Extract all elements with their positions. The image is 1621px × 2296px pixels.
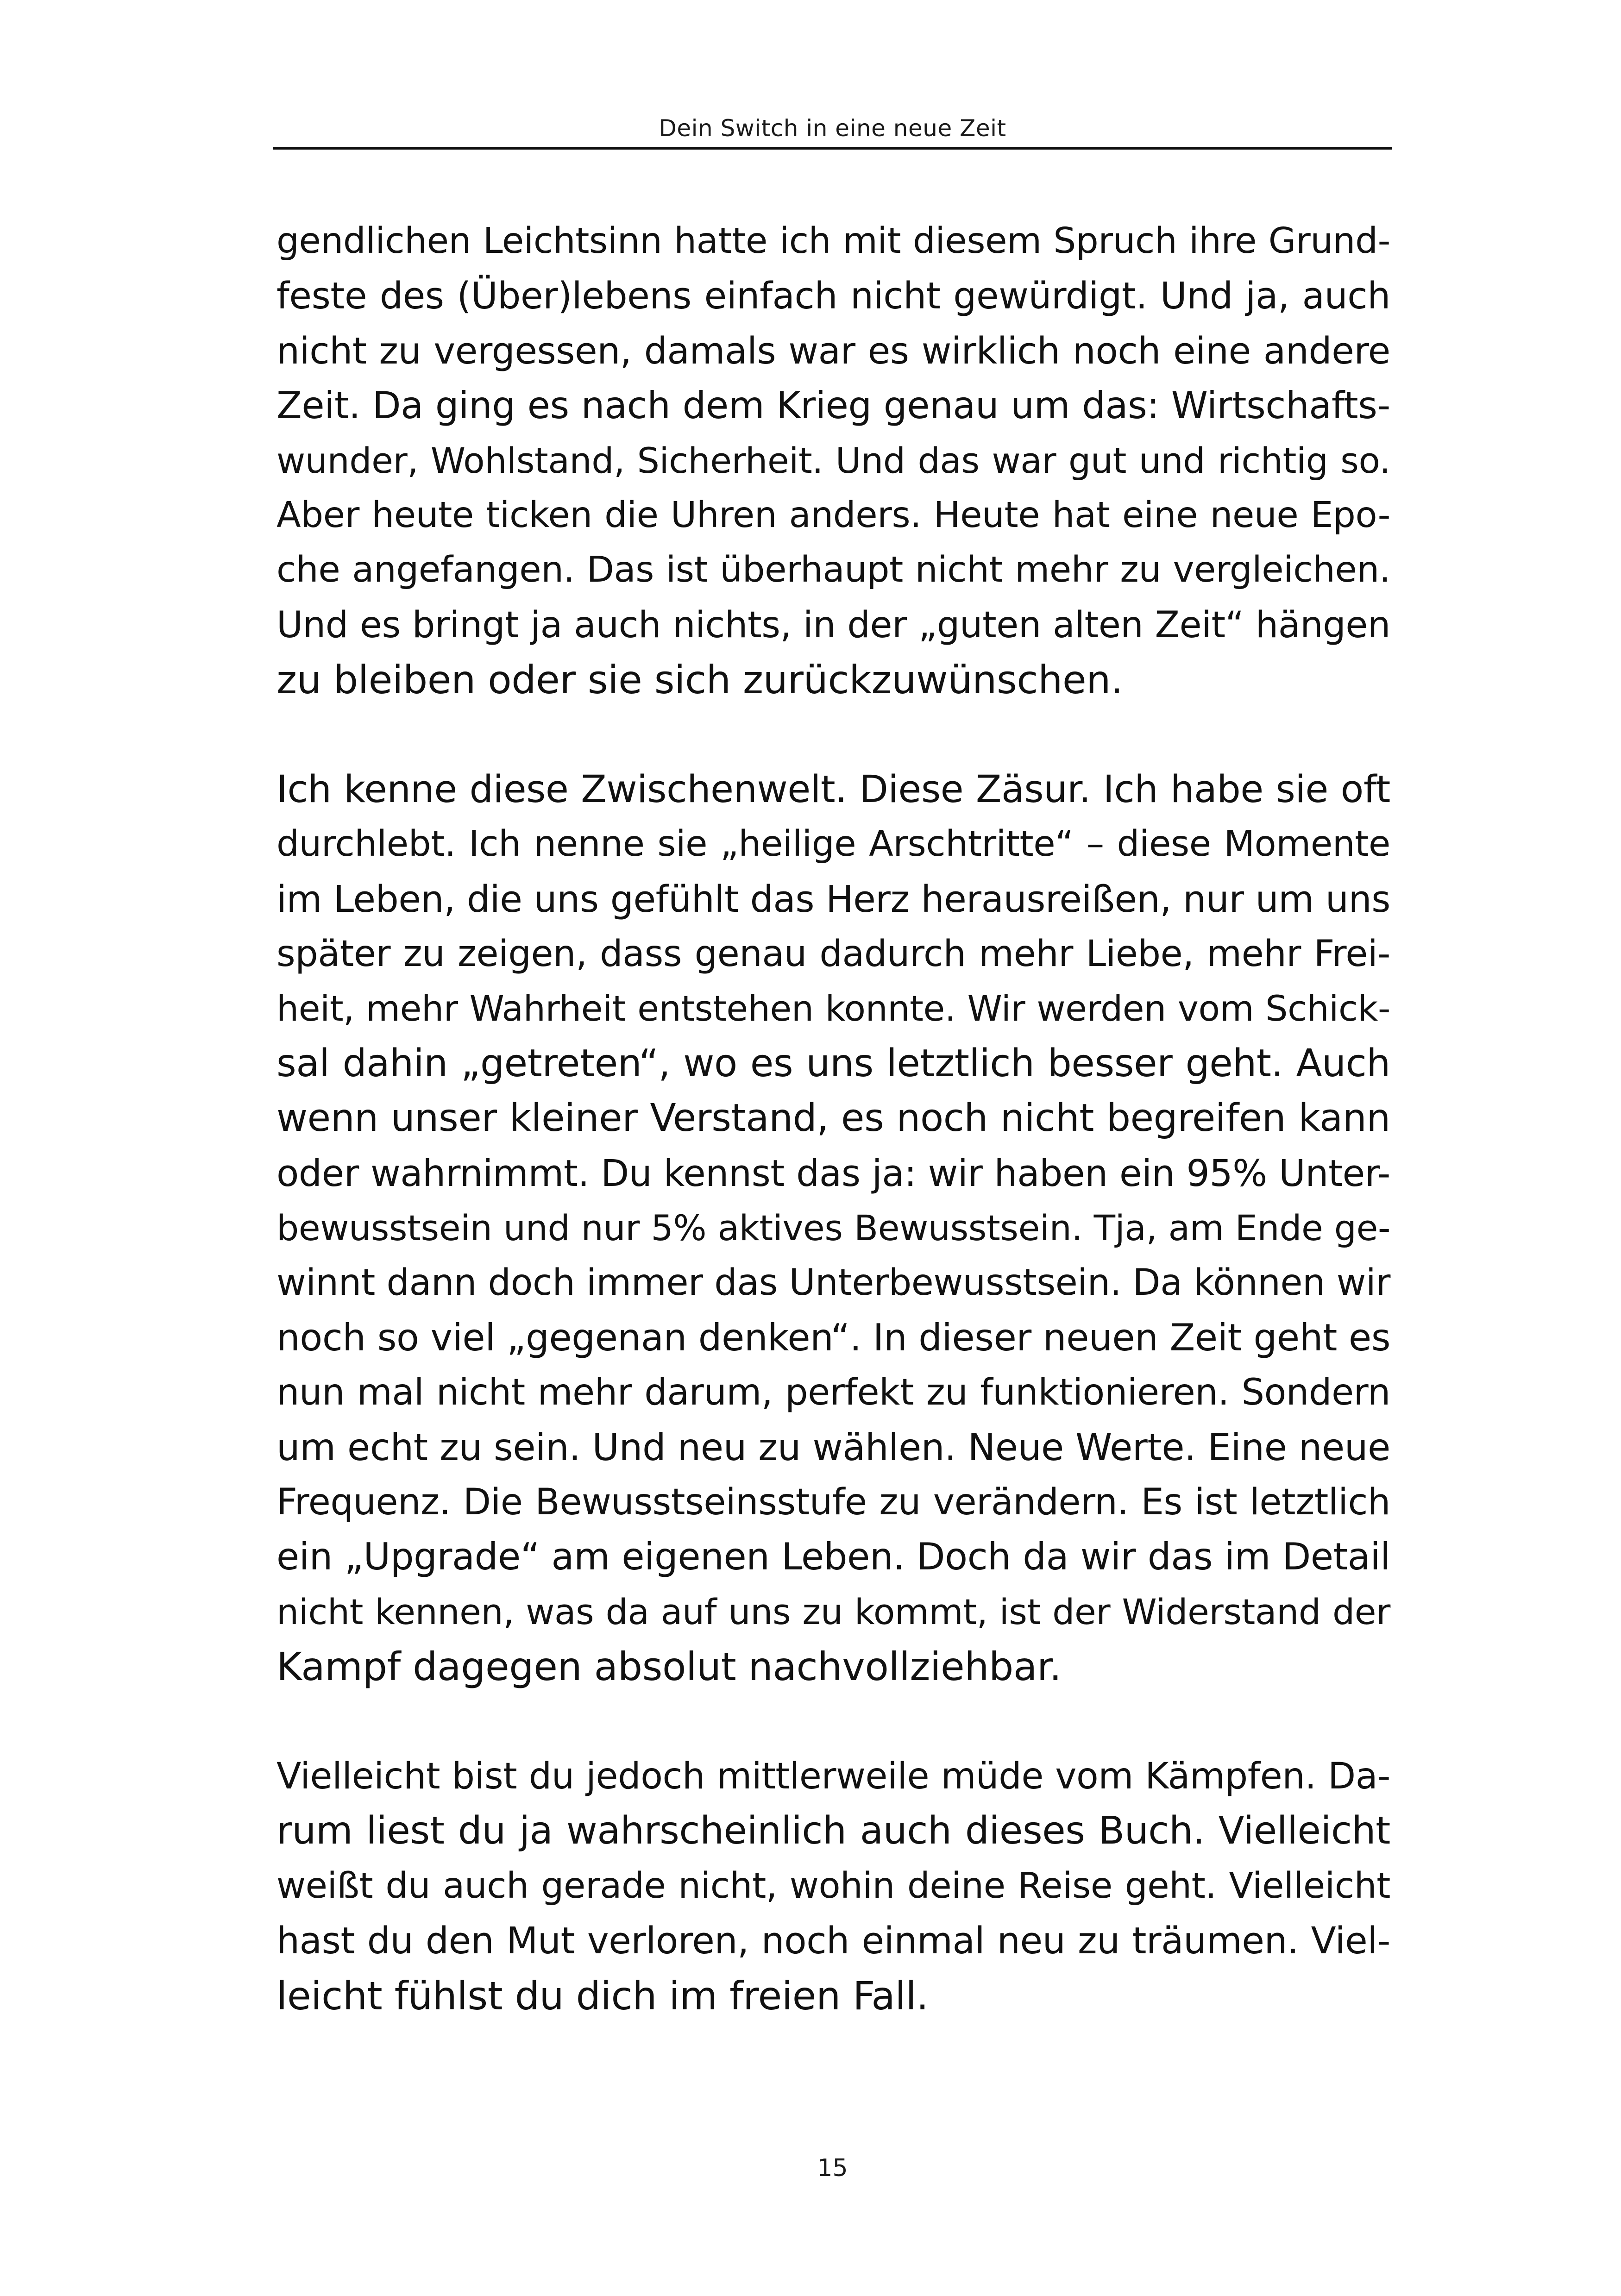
text-line: gendlichen Leichtsinn hatte ich mit diesem Spruch ihre Grund- — [276, 220, 1390, 262]
paragraph — [276, 762, 1390, 1694]
text-line: noch so viel „gegenan denken“. In dieser neuen Zeit geht es — [276, 1316, 1391, 1359]
text-line: nicht kennen, was da auf uns zu kommt, ist der Widerstand der — [276, 1591, 1390, 1632]
text-line: bewusstsein und nur 5% aktives Bewusstsein. Tja, am Ende ge- — [276, 1207, 1390, 1249]
text-line: wunder, Wohlstand, Sicherheit. Und das war gut und richtig so. — [276, 439, 1390, 481]
body-text — [276, 214, 1390, 2023]
paragraph — [276, 214, 1390, 708]
text-line: Ich kenne diese Zwischenwelt. Diese Zäsur. Ich habe sie oft — [276, 767, 1390, 811]
running-header-title: Dein Switch in eine neue Zeit — [659, 115, 1006, 142]
text-line: Und es bringt ja auch nichts, in der „guten alten Zeit“ hängen — [276, 604, 1390, 646]
text-line: Frequenz. Die Bewusstseinsstufe zu verändern. Es ist letztlich — [276, 1481, 1390, 1523]
text-line: Aber heute ticken die Uhren anders. Heute hat eine neue Epo- — [276, 494, 1390, 536]
page-number: 15 — [817, 2154, 848, 2182]
text-line: Zeit. Da ging es nach dem Krieg genau um das: Wirtschafts- — [276, 384, 1390, 427]
text-line: zu bleiben oder sie sich zurückzuwünschen. — [276, 657, 1123, 703]
text-line: weißt du auch gerade nicht, wohin deine Reise geht. Vielleicht — [276, 1865, 1390, 1907]
paragraph — [276, 1749, 1390, 2023]
text-line: später zu zeigen, dass genau dadurch mehr Liebe, mehr Frei- — [276, 933, 1390, 975]
text-line: heit, mehr Wahrheit entstehen konnte. Wir werden vom Schick- — [276, 988, 1390, 1029]
header-rule — [273, 147, 1392, 150]
text-line: hast du den Mut verloren, noch einmal neu zu träumen. Viel- — [276, 1920, 1390, 1963]
text-line: nun mal nicht mehr darum, perfekt zu funktionieren. Sondern — [276, 1372, 1390, 1414]
text-line: feste des (Über)lebens einfach nicht gewürdigt. Und ja, auch — [276, 275, 1390, 318]
text-line: oder wahrnimmt. Du kennst das ja: wir haben ein 95% Unter- — [276, 1152, 1390, 1195]
text-line: sal dahin „getreten“, wo es uns letztlich besser geht. Auch — [276, 1041, 1390, 1085]
text-line: im Leben, die uns gefühlt das Herz herausreißen, nur um uns — [276, 878, 1390, 921]
text-line: Vielleicht bist du jedoch mittlerweile müde vom Kämpfen. Da- — [276, 1755, 1390, 1797]
text-line: durchlebt. Ich nenne sie „heilige Arschtritte“ – diese Momente — [276, 823, 1390, 865]
text-line: Kampf dagegen absolut nachvollziehbar. — [276, 1644, 1062, 1690]
text-line: che angefangen. Das ist überhaupt nicht mehr zu vergleichen. — [276, 549, 1390, 591]
text-line: um echt zu sein. Und neu zu wählen. Neue Werte. Eine neue — [276, 1425, 1390, 1469]
text-line: rum liest du ja wahrscheinlich auch dieses Buch. Vielleicht — [276, 1809, 1390, 1853]
paragraph-gap — [276, 1694, 1390, 1749]
text-line: leicht fühlst du dich im freien Fall. — [276, 1973, 929, 2019]
text-line: winnt dann doch immer das Unterbewusstsein. Da können wir — [276, 1262, 1390, 1304]
text-line: wenn unser kleiner Verstand, es noch nicht begreifen kann — [276, 1096, 1390, 1141]
text-line: nicht zu vergessen, damals war es wirklich noch eine andere — [276, 329, 1390, 372]
text-line: ein „Upgrade“ am eigenen Leben. Doch da wir das im Detail — [276, 1535, 1390, 1579]
paragraph-gap — [276, 708, 1390, 762]
